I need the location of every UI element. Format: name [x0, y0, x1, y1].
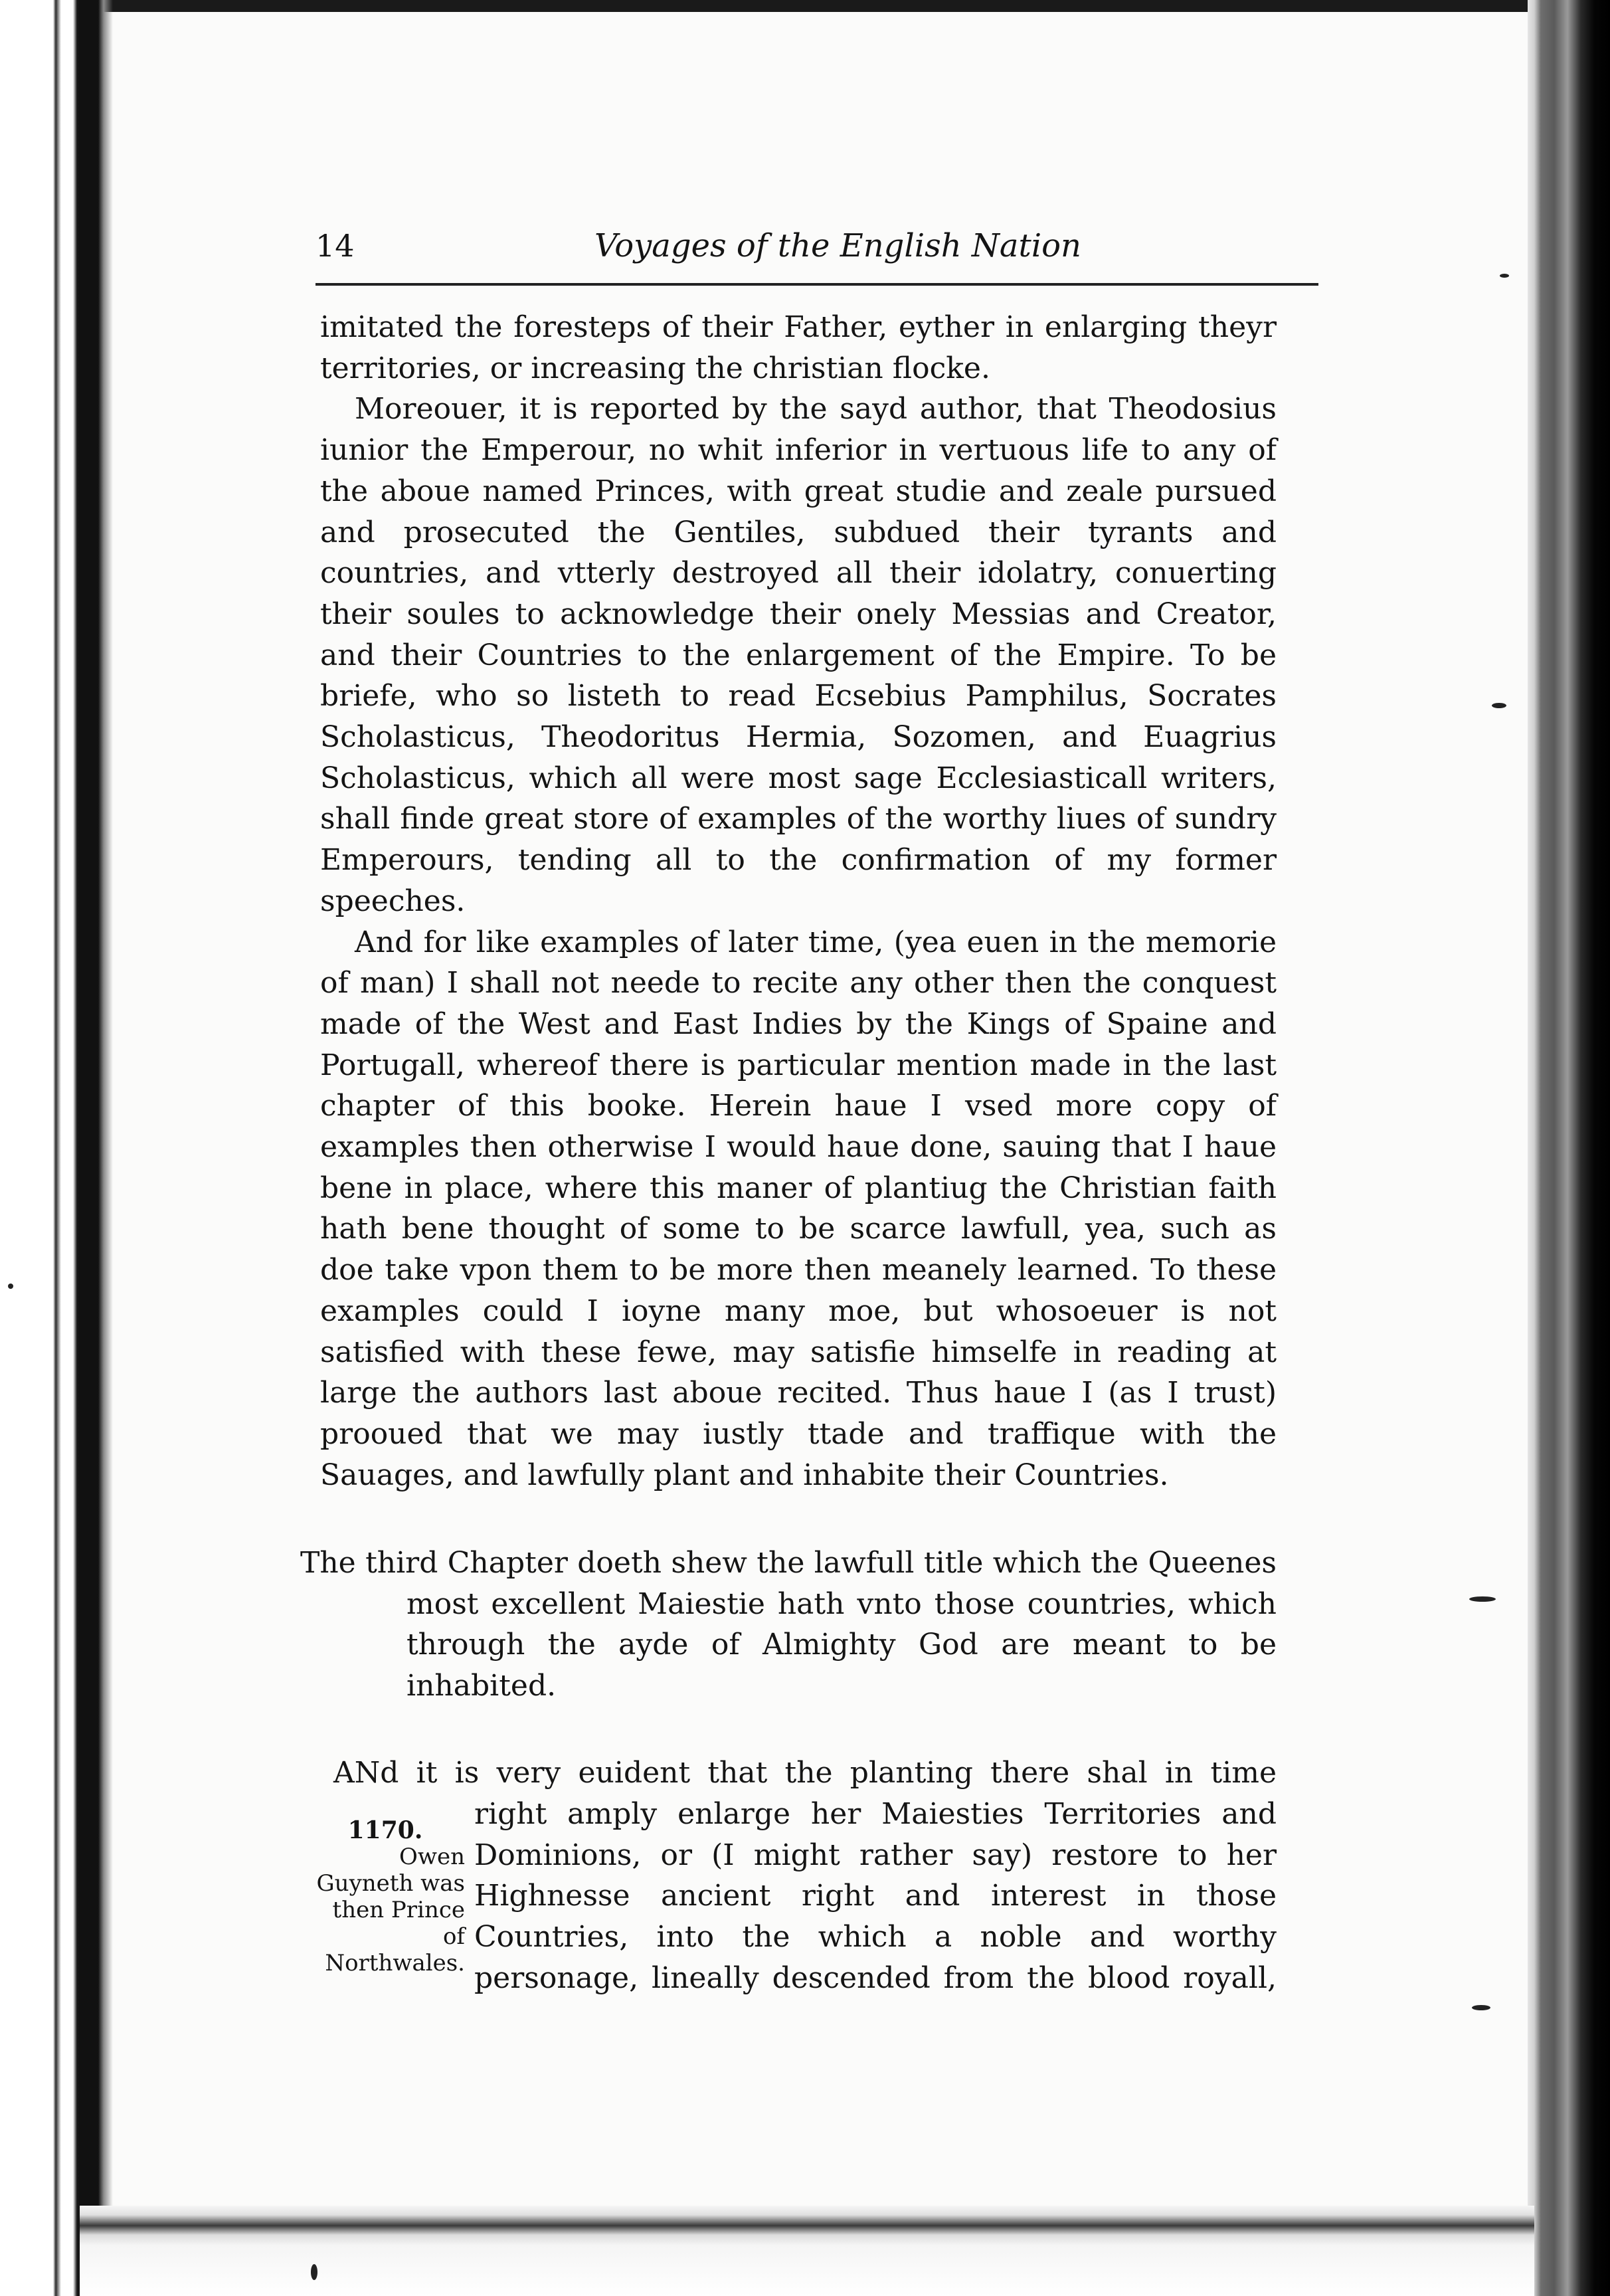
chapter-heading — [300, 1543, 1277, 1707]
margin-note-year: 1170. — [347, 1816, 423, 1844]
paragraph-1: imitated the foresteps of their Father, eyther in enlarging theyr territories, or increasing the christian flocke. — [320, 310, 1277, 385]
chapter-opening-line — [333, 1753, 1277, 1794]
chapter-opening-body: right amply enlarge her Maiesties Territories and Dominions, or (I might rather say) restore to her Highnesse ancient right and interest in those Countries, into the which a noble and worthy personage, lineally descended from the blood royall, — [474, 1797, 1277, 1995]
running-title: Voyages of the English Nation — [594, 227, 1081, 264]
chapter-heading-text: The third Chapter doeth shew the lawfull title which the Queenes most excellent Maiestie hath vnto those countries, which through the ayde of Almighty God are meant to be inhabited. — [300, 1546, 1277, 1703]
body-text — [320, 307, 1277, 1495]
margin-note-text: Owen Guyneth was then Prince of Northwales. — [316, 1844, 465, 1976]
page-header — [315, 226, 1318, 272]
header-rule — [315, 283, 1318, 286]
opening-first-line: ANd it is very euident that the planting there shal in time — [333, 1756, 1277, 1790]
paragraph-2: Moreouer, it is reported by the sayd author, that Theodosius iunior the Emperour, no whit inferior in vertuous life to any of the aboue named Princes, with great studie and zeale pursued and prosecuted the Gentiles, subdued their tyrants and countries, and vtterly destroyed all their idolatry, conuerting their soules to acknowledge their onely Messias and Creator, and their Countries to the enlargement of the Empire. To be briefe, who so listeth to read Ecsebius Pamphilus, Socrates Scholasticus, Theodoritus Hermia, Sozomen, and Euagrius Scholasticus, which all were most sage Ecclesiasticall writers, shall finde great store of examples of the worthy liues of sundry Emperours, tending all to the confirmation of my former speeches. — [320, 392, 1277, 918]
margin-note — [306, 1817, 465, 1976]
page-number: 14 — [315, 228, 355, 264]
paragraph-3: And for like examples of later time, (yea euen in the memorie of man) I shall not neede to recite any other then the conquest made of the West and East Indies by the Kings of Spaine and Portugall, whereof there is particular mention made in the last chapter of this booke. Herein haue I vsed more copy of examples then otherwise I would haue done, sauing that I haue bene in place, where this maner of plantiug the Christian faith hath bene thought of some to be scarce lawfull, yea, such as doe take vpon them to be more then meanely learned. To these examples could I ioyne many moe, but whosoeuer is not satisfied with these fewe, may satisfie himselfe in reading at large the authors last aboue recited. Thus haue I (as I trust) prooued that we may iustly ttade and traffique with the Sauages, and lawfully plant and inhabite their Countries. — [320, 925, 1277, 1492]
